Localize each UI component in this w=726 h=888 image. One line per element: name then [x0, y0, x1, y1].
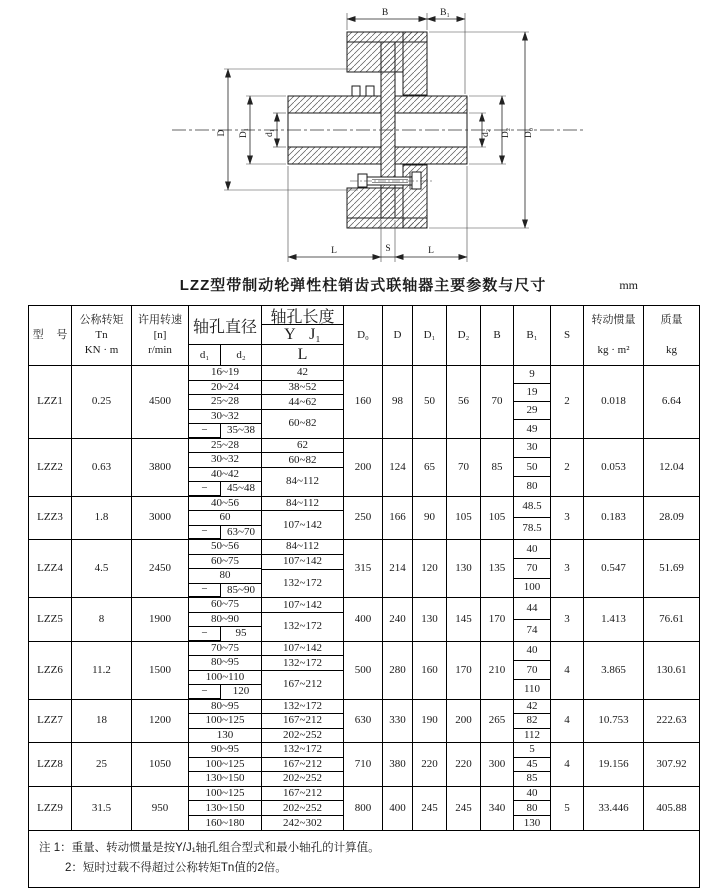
footnote-1: 注 1：重量、转动惯量是按Y/J₁轴孔组合型式和最小轴孔的计算值。 [39, 842, 380, 854]
speed-cell: 4500 [132, 366, 189, 438]
D0-cell: 250 [344, 497, 383, 540]
bore-length-subrow: 107~142 [262, 598, 343, 613]
dim-label-D0: D₀ [524, 127, 534, 139]
d1-value: − [189, 424, 221, 438]
bore-diameter-subrow: 60~75 [189, 555, 261, 570]
B1-subrow: 5 [514, 743, 550, 758]
bore-diameter-cell [189, 598, 262, 641]
S-cell: 4 [551, 700, 584, 743]
B1-subrow: 19 [514, 384, 550, 402]
D2-cell: 56 [447, 366, 481, 438]
inertia-cell: 0.018 [584, 366, 644, 438]
D2-cell: 130 [447, 540, 481, 597]
bore-diameter-subrow: 25~28 [189, 439, 261, 454]
inertia-cell: 0.547 [584, 540, 644, 597]
B1-subrow: 70 [514, 661, 550, 680]
mass-cell: 130.61 [656, 663, 687, 676]
header-D2: D₂ [447, 306, 481, 365]
D1-cell: 120 [413, 540, 447, 597]
inertia-cell: 33.446 [584, 787, 644, 831]
bore-length-subrow: 84~112 [262, 540, 343, 555]
B-cell: 210 [481, 642, 514, 699]
d2-value: 63~70 [227, 525, 255, 538]
S-cell: 3 [551, 540, 584, 597]
table-row [29, 439, 699, 497]
header-d1: d₁ [189, 345, 221, 365]
D-cell: 124 [383, 439, 413, 496]
header-torque-line1: 公称转矩 [79, 314, 124, 327]
D1-cell: 50 [413, 366, 447, 438]
B1-subrow: 30 [514, 439, 550, 458]
bore-length-cell [262, 497, 344, 540]
bore-diameter-subrow [189, 627, 261, 641]
inertia-cell: 19.156 [584, 743, 644, 786]
bore-length-subrow: 42 [262, 366, 343, 381]
torque-cell: 0.25 [72, 366, 132, 438]
torque-cell: 18 [72, 700, 132, 743]
D0-cell: 200 [344, 439, 383, 496]
bore-diameter-subrow: 70~75 [189, 642, 261, 657]
D0-cell: 710 [344, 743, 383, 786]
bore-diameter-subrow: 30~32 [189, 410, 261, 425]
bore-length-subrow: 202~252 [283, 772, 322, 785]
bore-length-cell [262, 787, 344, 831]
bore-length-subrow: 84~112 [285, 475, 320, 488]
inertia-cell: 10.753 [584, 700, 644, 743]
bore-diameter-cell [189, 540, 262, 597]
page-title: LZZ型带制动轮弹性柱销齿式联轴器主要参数与尺寸 [179, 277, 547, 294]
header-bore-length: 轴孔长度 [262, 306, 343, 325]
B1-subrow: 80 [526, 479, 538, 492]
dim-label-L-right: L [428, 246, 434, 256]
D0-cell: 800 [344, 787, 383, 831]
dim-label-B1: B₁ [440, 8, 450, 18]
bore-length-subrow: 132~172 [283, 576, 322, 589]
bore-length-subrow: 167~212 [262, 714, 343, 729]
header-S: S [551, 306, 584, 365]
B1-subrow: 40 [514, 787, 550, 802]
torque-cell: 8 [72, 598, 132, 641]
header-bore-length-group [262, 306, 344, 365]
bore-diameter-subrow: 40~56 [189, 497, 261, 512]
header-speed-line1: 许用转速 [138, 314, 182, 327]
d2-value: 95 [235, 627, 247, 640]
bore-diameter-cell [189, 743, 262, 786]
B1-cell [514, 787, 551, 831]
mass-cell: 28.09 [659, 511, 684, 524]
inertia-cell: 0.183 [584, 497, 644, 540]
torque-cell: 1.8 [72, 497, 132, 540]
bore-length-subrow: 132~172 [262, 656, 343, 671]
speed-cell: 1200 [132, 700, 189, 743]
bore-diameter-subrow [189, 685, 261, 699]
B1-subrow: 130 [523, 816, 541, 829]
torque-cell: 4.5 [72, 540, 132, 597]
header-B: B [481, 306, 514, 365]
table-row [29, 700, 699, 744]
bore-length-subrow: 202~252 [283, 728, 322, 741]
B1-subrow: 110 [523, 682, 541, 695]
model-cell: LZZ4 [29, 540, 72, 597]
B1-subrow: 70 [514, 559, 550, 578]
S-cell: 5 [551, 787, 584, 831]
B1-cell [514, 439, 551, 496]
D-cell: 380 [383, 743, 413, 786]
torque-cell: 11.2 [72, 642, 132, 699]
speed-cell: 1900 [132, 598, 189, 641]
bore-diameter-cell [189, 787, 262, 831]
bore-diameter-subrow: 16~19 [189, 366, 261, 381]
B1-subrow: 45 [514, 758, 550, 773]
B-cell: 135 [481, 540, 514, 597]
bore-length-subrow: 107~142 [262, 555, 343, 570]
footnotes [29, 830, 699, 887]
B1-cell [514, 743, 551, 786]
header-B1: B₁ [514, 306, 551, 365]
bore-diameter-subrow: 100~125 [189, 758, 261, 773]
B1-cell [514, 700, 551, 743]
bore-length-subrow: 107~142 [262, 642, 343, 657]
D-cell: 166 [383, 497, 413, 540]
inertia-cell: 1.413 [584, 598, 644, 641]
table-header [29, 306, 699, 366]
header-torque [72, 306, 132, 365]
B1-subrow: 29 [514, 402, 550, 420]
bore-diameter-subrow: 50~56 [189, 540, 261, 555]
footnote-2: 2：短时过载不得超过公称转矩Tn值的2倍。 [65, 862, 287, 875]
header-bore-diameter: 轴孔直径 [189, 306, 261, 345]
D2-cell: 70 [447, 439, 481, 496]
d2-value: 35~38 [227, 424, 255, 437]
D1-cell: 220 [413, 743, 447, 786]
model-cell: LZZ9 [29, 787, 72, 831]
bore-diameter-subrow [189, 424, 261, 438]
header-mass-line2: kg [666, 343, 677, 356]
bore-diameter-subrow: 90~95 [189, 743, 261, 758]
speed-cell: 3800 [132, 439, 189, 496]
dim-label-D1: D₁ [239, 127, 249, 139]
bore-diameter-subrow: 80 [189, 569, 261, 584]
bore-length-subrow: 132~172 [283, 620, 322, 633]
header-inertia [584, 306, 644, 365]
speed-cell: 1050 [132, 743, 189, 786]
bore-diameter-subrow: 25~28 [189, 395, 261, 410]
bore-diameter-cell [189, 642, 262, 699]
header-inertia-line2: kg · m² [597, 343, 630, 356]
B-cell: 85 [481, 439, 514, 496]
header-mass [644, 306, 699, 365]
dim-label-d2: d₂ [481, 128, 491, 138]
title-bar [28, 274, 698, 300]
coupling-section-drawing [0, 0, 726, 272]
bore-length-subrow: 44~62 [262, 395, 343, 410]
d2-value: 120 [232, 685, 250, 698]
bore-diameter-subrow [189, 482, 261, 496]
B1-cell [514, 642, 551, 699]
bore-length-cell [262, 598, 344, 641]
D1-cell: 190 [413, 700, 447, 743]
mass-cell: 6.64 [661, 395, 682, 408]
bore-length-subrow: 132~172 [262, 700, 343, 715]
D1-cell: 160 [413, 642, 447, 699]
d1-value: − [189, 627, 221, 641]
bore-length-cell [262, 743, 344, 786]
S-cell: 3 [551, 497, 584, 540]
bore-diameter-subrow: 30~32 [189, 453, 261, 468]
bore-diameter-subrow [189, 584, 261, 598]
B1-subrow: 74 [526, 623, 538, 636]
B-cell: 265 [481, 700, 514, 743]
bore-length-subrow: 60~82 [262, 453, 343, 468]
bore-length-cell [262, 439, 344, 496]
header-bore-diameter-group [189, 306, 262, 365]
bore-diameter-subrow: 80~95 [189, 656, 261, 671]
table-row [29, 642, 699, 700]
bore-diameter-subrow: 100~125 [189, 787, 261, 802]
dim-label-L-left: L [331, 246, 337, 256]
d1-value: − [189, 584, 221, 598]
bore-length-subrow: 132~172 [262, 743, 343, 758]
S-cell: 4 [551, 743, 584, 786]
D2-cell: 145 [447, 598, 481, 641]
dim-label-d1: d₁ [265, 128, 275, 138]
d1-value: − [189, 526, 221, 540]
D-cell: 280 [383, 642, 413, 699]
B-cell: 170 [481, 598, 514, 641]
d1-value: − [189, 482, 221, 496]
bore-diameter-subrow: 80~90 [189, 613, 261, 628]
speed-cell: 1500 [132, 642, 189, 699]
torque-cell: 31.5 [72, 787, 132, 831]
B1-subrow: 9 [514, 366, 550, 384]
bore-length-subrow: 242~302 [283, 816, 322, 829]
B-cell: 340 [481, 787, 514, 831]
d2-value: 45~48 [227, 482, 255, 495]
bore-length-subrow: 60~82 [288, 417, 317, 430]
bore-diameter-subrow: 40~42 [189, 468, 261, 483]
model-cell: LZZ8 [29, 743, 72, 786]
bore-diameter-subrow: 80~95 [189, 700, 261, 715]
dim-label-S: S [385, 244, 391, 254]
bore-diameter-subrow: 60~75 [189, 598, 261, 613]
spec-table [28, 305, 700, 888]
torque-cell: 25 [72, 743, 132, 786]
D-cell: 98 [383, 366, 413, 438]
B1-cell [514, 540, 551, 597]
mass-cell: 76.61 [659, 612, 684, 625]
table-row [29, 366, 699, 439]
bore-diameter-subrow: 100~125 [189, 714, 261, 729]
mass-cell: 12.04 [659, 460, 684, 473]
speed-cell: 3000 [132, 497, 189, 540]
D0-cell: 160 [344, 366, 383, 438]
header-model: 型 号 [29, 306, 72, 365]
mass-cell: 307.92 [656, 757, 687, 770]
D1-cell: 245 [413, 787, 447, 831]
header-inertia-line1: 转动惯量 [591, 314, 636, 327]
header-speed [132, 306, 189, 365]
D0-cell: 400 [344, 598, 383, 641]
B-cell: 105 [481, 497, 514, 540]
bore-diameter-subrow: 160~180 [205, 816, 245, 829]
B-cell: 70 [481, 366, 514, 438]
bore-length-cell [262, 366, 344, 438]
header-speed-line2: [n] [153, 329, 167, 342]
table-row [29, 743, 699, 787]
table-row [29, 598, 699, 642]
B1-subrow: 100 [523, 581, 541, 594]
dim-label-D: D [217, 129, 227, 137]
model-cell: LZZ2 [29, 439, 72, 496]
header-torque-line2: Tn [95, 329, 108, 342]
D-cell: 240 [383, 598, 413, 641]
unit-label: mm [619, 278, 638, 292]
S-cell: 3 [551, 598, 584, 641]
D2-cell: 105 [447, 497, 481, 540]
header-L: L [297, 346, 308, 363]
bore-length-subrow: 107~142 [283, 518, 322, 531]
torque-cell: 0.63 [72, 439, 132, 496]
header-yj1: Y J₁ [262, 325, 343, 345]
B1-subrow: 82 [514, 714, 550, 729]
model-cell: LZZ7 [29, 700, 72, 743]
bore-diameter-cell [189, 700, 262, 743]
bore-length-subrow: 167~212 [262, 787, 343, 802]
B1-subrow: 50 [514, 458, 550, 477]
S-cell: 2 [551, 439, 584, 496]
B1-subrow: 48.5 [514, 497, 550, 519]
B1-subrow: 44 [514, 598, 550, 620]
header-D1: D₁ [413, 306, 447, 365]
bore-diameter-subrow: 100~110 [189, 671, 261, 686]
B1-subrow: 78.5 [522, 522, 542, 535]
D2-cell: 245 [447, 787, 481, 831]
B1-subrow: 85 [526, 772, 538, 785]
D2-cell: 170 [447, 642, 481, 699]
bore-length-subrow: 62 [262, 439, 343, 454]
B1-cell [514, 598, 551, 641]
header-speed-line3: r/min [148, 343, 172, 356]
D0-cell: 500 [344, 642, 383, 699]
D-cell: 214 [383, 540, 413, 597]
bore-length-subrow: 202~252 [262, 801, 343, 816]
bore-diameter-subrow: 20~24 [189, 381, 261, 396]
D2-cell: 220 [447, 743, 481, 786]
table-row [29, 497, 699, 541]
bore-diameter-subrow [189, 526, 261, 540]
bore-diameter-cell [189, 497, 262, 540]
inertia-cell: 3.865 [584, 642, 644, 699]
dim-label-B: B [381, 8, 389, 18]
speed-cell: 950 [132, 787, 189, 831]
B1-subrow: 49 [526, 422, 538, 435]
D-cell: 330 [383, 700, 413, 743]
model-cell: LZZ6 [29, 642, 72, 699]
bore-diameter-cell [189, 439, 262, 496]
bore-length-cell [262, 642, 344, 699]
header-D0: D₀ [344, 306, 383, 365]
mass-cell: 222.63 [656, 714, 687, 727]
inertia-cell: 0.053 [584, 439, 644, 496]
d2-value: 85~90 [227, 583, 255, 596]
bore-diameter-subrow: 130~150 [205, 772, 245, 785]
d1-value: − [189, 685, 221, 699]
bore-length-subrow: 167~212 [283, 678, 322, 691]
D1-cell: 130 [413, 598, 447, 641]
D2-cell: 200 [447, 700, 481, 743]
B1-cell [514, 497, 551, 540]
D1-cell: 65 [413, 439, 447, 496]
dim-label-D2: D₂ [501, 127, 511, 139]
D-cell: 400 [383, 787, 413, 831]
B1-subrow: 42 [514, 700, 550, 715]
B1-subrow: 80 [514, 801, 550, 816]
speed-cell: 2450 [132, 540, 189, 597]
bore-length-subrow: 38~52 [262, 381, 343, 396]
bore-length-cell [262, 540, 344, 597]
B1-subrow: 112 [523, 728, 541, 741]
header-d2: d₂ [236, 349, 246, 361]
header-mass-line1: 质量 [660, 314, 683, 327]
S-cell: 4 [551, 642, 584, 699]
bore-length-cell [262, 700, 344, 743]
bore-diameter-subrow: 130 [216, 728, 234, 741]
B1-cell [514, 366, 551, 438]
bore-length-subrow: 167~212 [262, 758, 343, 773]
model-cell: LZZ3 [29, 497, 72, 540]
bore-diameter-subrow: 130~150 [189, 801, 261, 816]
B-cell: 300 [481, 743, 514, 786]
model-cell: LZZ5 [29, 598, 72, 641]
D0-cell: 630 [344, 700, 383, 743]
table-row [29, 787, 699, 831]
header-torque-line3: KN · m [84, 343, 119, 356]
bore-length-subrow: 84~112 [262, 497, 343, 512]
model-cell: LZZ1 [29, 366, 72, 438]
B1-subrow: 40 [514, 540, 550, 559]
B1-subrow: 40 [514, 642, 550, 661]
table-row [29, 540, 699, 598]
mass-cell: 51.69 [659, 562, 684, 575]
table-body [29, 366, 699, 830]
mass-cell: 405.88 [656, 801, 687, 814]
D1-cell: 90 [413, 497, 447, 540]
header-D: D [383, 306, 413, 365]
bore-diameter-cell [189, 366, 262, 438]
S-cell: 2 [551, 366, 584, 438]
D0-cell: 315 [344, 540, 383, 597]
bore-diameter-subrow: 60 [189, 511, 261, 526]
